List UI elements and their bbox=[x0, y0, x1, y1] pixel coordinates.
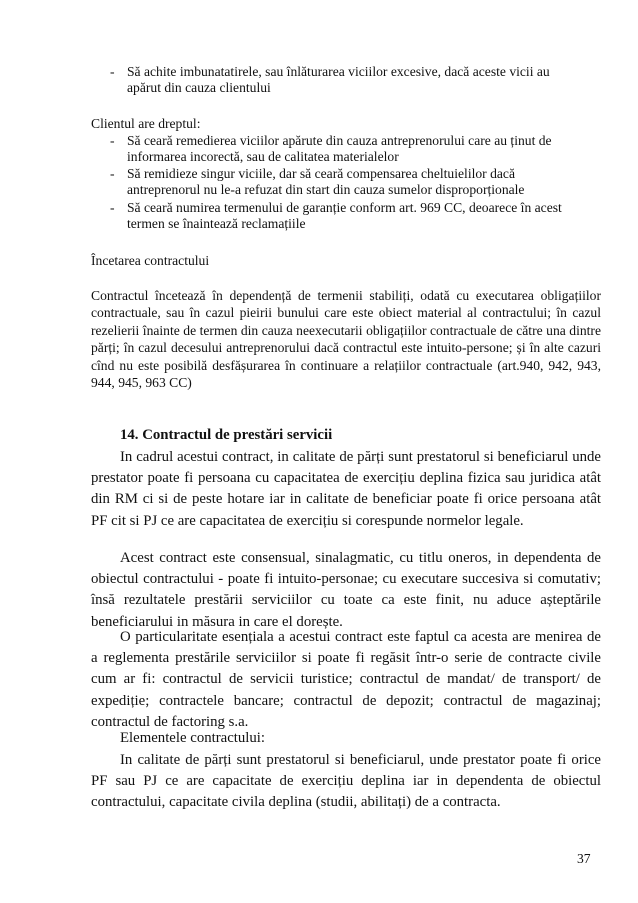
section-paragraph-1: In cadrul acestui contract, in calitate de părți sunt prestatorul si beneficiarul unde prestator poate fi persoana cu capacitatea de exercițiu deplina fizica sau juridica atât din RM ci si de peste hotare iar in calitate de beneficiar poate fi orice persoana atât PF cit si PJ ce are capacitatea de exercițiu si corespunde normelor legale. bbox=[91, 449, 601, 529]
bullet-dash: - bbox=[110, 133, 115, 148]
bullet-dash: - bbox=[110, 64, 115, 79]
bullet-dash: - bbox=[110, 166, 115, 181]
bullet-dash: - bbox=[110, 200, 115, 215]
rights-label: Clientul are dreptul: bbox=[91, 116, 201, 131]
termination-text: Contractul încetează în dependență de termenii stabiliți, odată cu executarea obligațiilor contractuale, sau în cazul pieirii bunului care este obiect material al contractului; în cazul rezelierii înainte de termen din cauza neexecutarii obligațiilor contractuale de către una dintre părți; în cazul decesului antreprenorului dacă contractul este intuito-persone; și în alte cazuri cînd nu este posibilă desfășurarea în continuare a relațiilor contractuale (art.940, 942, 943, 944, 945, 963 CC) bbox=[91, 288, 601, 391]
termination-title: Încetarea contractului bbox=[91, 253, 210, 268]
section-paragraph-4: Elementele contractului: bbox=[120, 730, 266, 746]
section-paragraph-5: In calitate de părți sunt prestatorul si beneficiarul, unde prestator poate fi orice PF sau PJ ce are capacitate de exercițiu deplina iar in dependenta de obiectul contractului, capacitate civila deplina (studii, abilitați) de a contracta. bbox=[91, 752, 601, 811]
bullet-text: Să ceară remedierea viciilor apărute din cauza antreprenorului care au ținut de informarea incorectă, sau de calitatea materialelor bbox=[127, 133, 552, 164]
section-paragraph-2: Acest contract este consensual, sinalagmatic, cu titlu oneros, in dependenta de obiectul contractului - poate fi intuito-personae; cu executare succesiva si comutativ; însă rezultatele prestării serviciilor cu toate ca este finit, nu aduce așteptările beneficiarului in măsura in care el dorește. bbox=[91, 550, 601, 630]
section-heading: 14. Contractul de prestări servicii bbox=[120, 427, 333, 443]
bullet-text: Să achite imbunatatirele, sau înlăturarea viciilor excesive, dacă aceste vicii au apărut din cauza clientului bbox=[127, 64, 550, 95]
page-number: 37 bbox=[577, 851, 591, 866]
rights-item bbox=[110, 200, 582, 232]
rights-item bbox=[110, 133, 582, 165]
bullet-text: Să ceară numirea termenului de garanție conform art. 969 CC, deoarece în acest termen se înaintează reclamațiile bbox=[127, 200, 562, 231]
intro-bullet bbox=[110, 64, 582, 96]
rights-item bbox=[110, 166, 582, 198]
section-paragraph-3: O particularitate esențiala a acestui contract este faptul ca acesta are menirea de a reglementa prestările serviciilor si poate fi regăsit într-o serie de contracte civile cum ar fi: contractul de servicii turistice; contractul de mandat/ de transport/ de expediție; contractele bancare; contractul de depozit; contractul de magazinaj; contractul de factoring s.a. bbox=[91, 629, 601, 730]
bullet-text: Să remidieze singur viciile, dar să ceară compensarea cheltuielilor dacă antreprenorul nu le-a refuzat din start din cauza sumelor disproporționale bbox=[127, 166, 525, 197]
